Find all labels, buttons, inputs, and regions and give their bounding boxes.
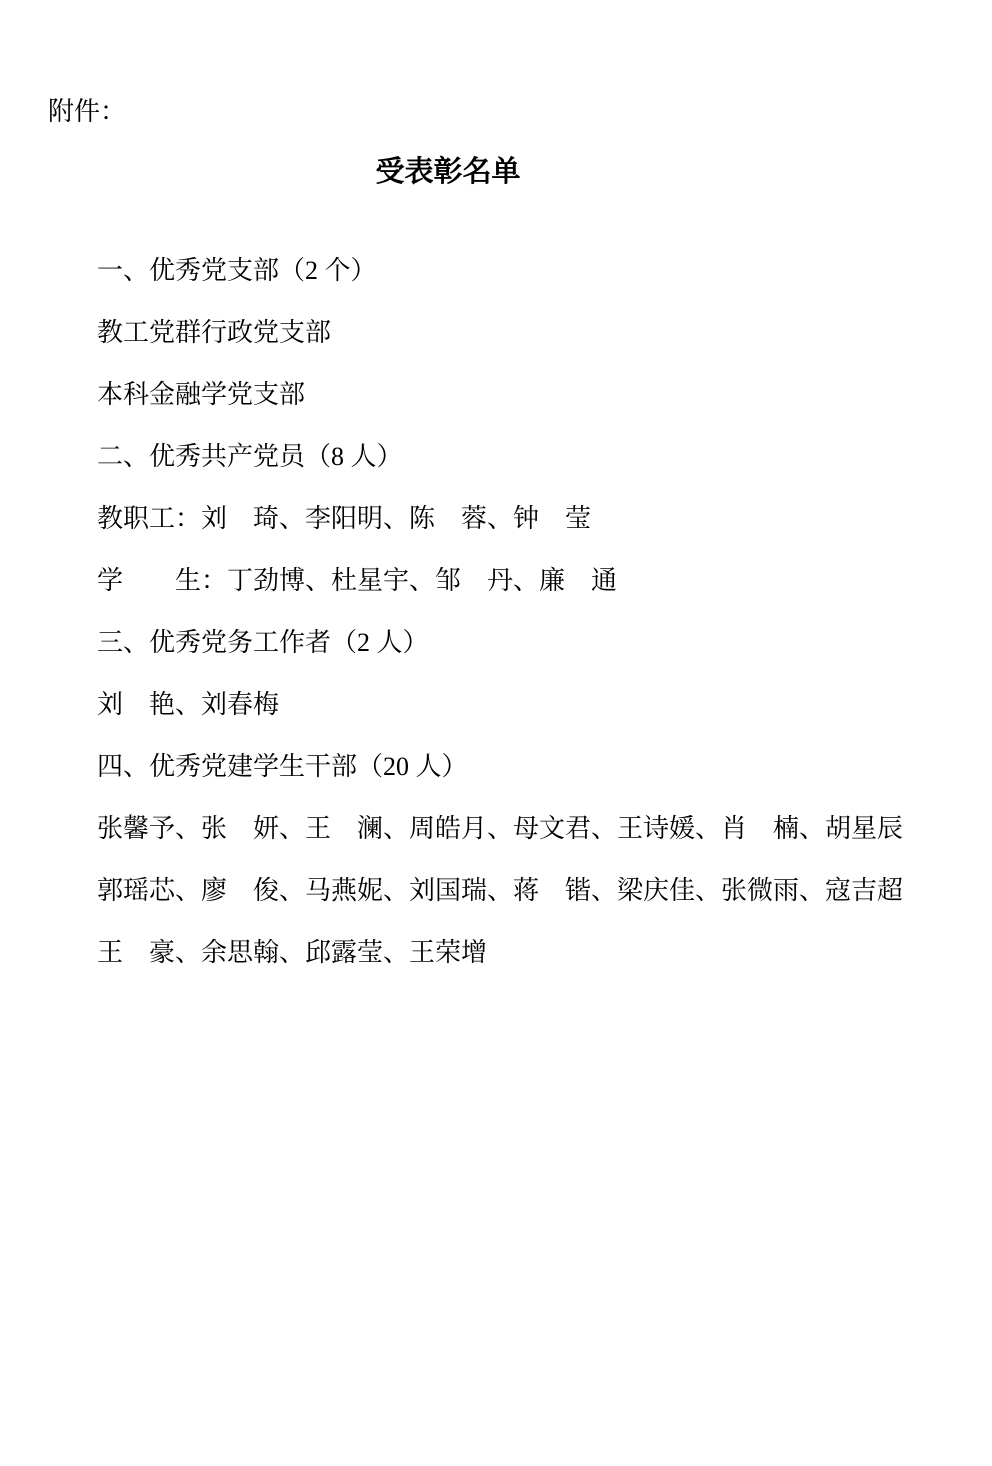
section-4-names-row-2: 郭瑶芯、廖 俊、马燕妮、刘国瑞、蒋 锴、梁庆佳、张微雨、寇吉超 xyxy=(97,876,904,905)
section-1-item-2: 本科金融学党支部 xyxy=(97,380,306,409)
section-2-student-names: 学 生：丁劲博、杜星宇、邹 丹、廉 通 xyxy=(97,566,618,595)
section-1-item-1: 教工党群行政党支部 xyxy=(97,318,332,347)
section-3-names: 刘 艳、刘春梅 xyxy=(97,690,280,719)
section-4-names-row-1: 张馨予、张 妍、王 澜、周皓月、母文君、王诗媛、肖 楠、胡星辰 xyxy=(97,814,904,843)
attachment-label: 附件： xyxy=(48,97,127,126)
section-4-heading: 四、优秀党建学生干部（20 人） xyxy=(97,752,468,781)
section-2-heading: 二、优秀共产党员（8 人） xyxy=(97,442,403,471)
section-2-staff-names: 教职工：刘 琦、李阳明、陈 蓉、钟 莹 xyxy=(97,504,592,533)
section-1-heading: 一、优秀党支部（2 个） xyxy=(97,256,377,285)
section-4-names-row-3: 王 豪、余思翰、邱露莹、王荣增 xyxy=(97,938,488,967)
page-title: 受表彰名单 xyxy=(375,156,521,188)
document-body xyxy=(97,240,957,984)
section-3-heading: 三、优秀党务工作者（2 人） xyxy=(97,628,429,657)
